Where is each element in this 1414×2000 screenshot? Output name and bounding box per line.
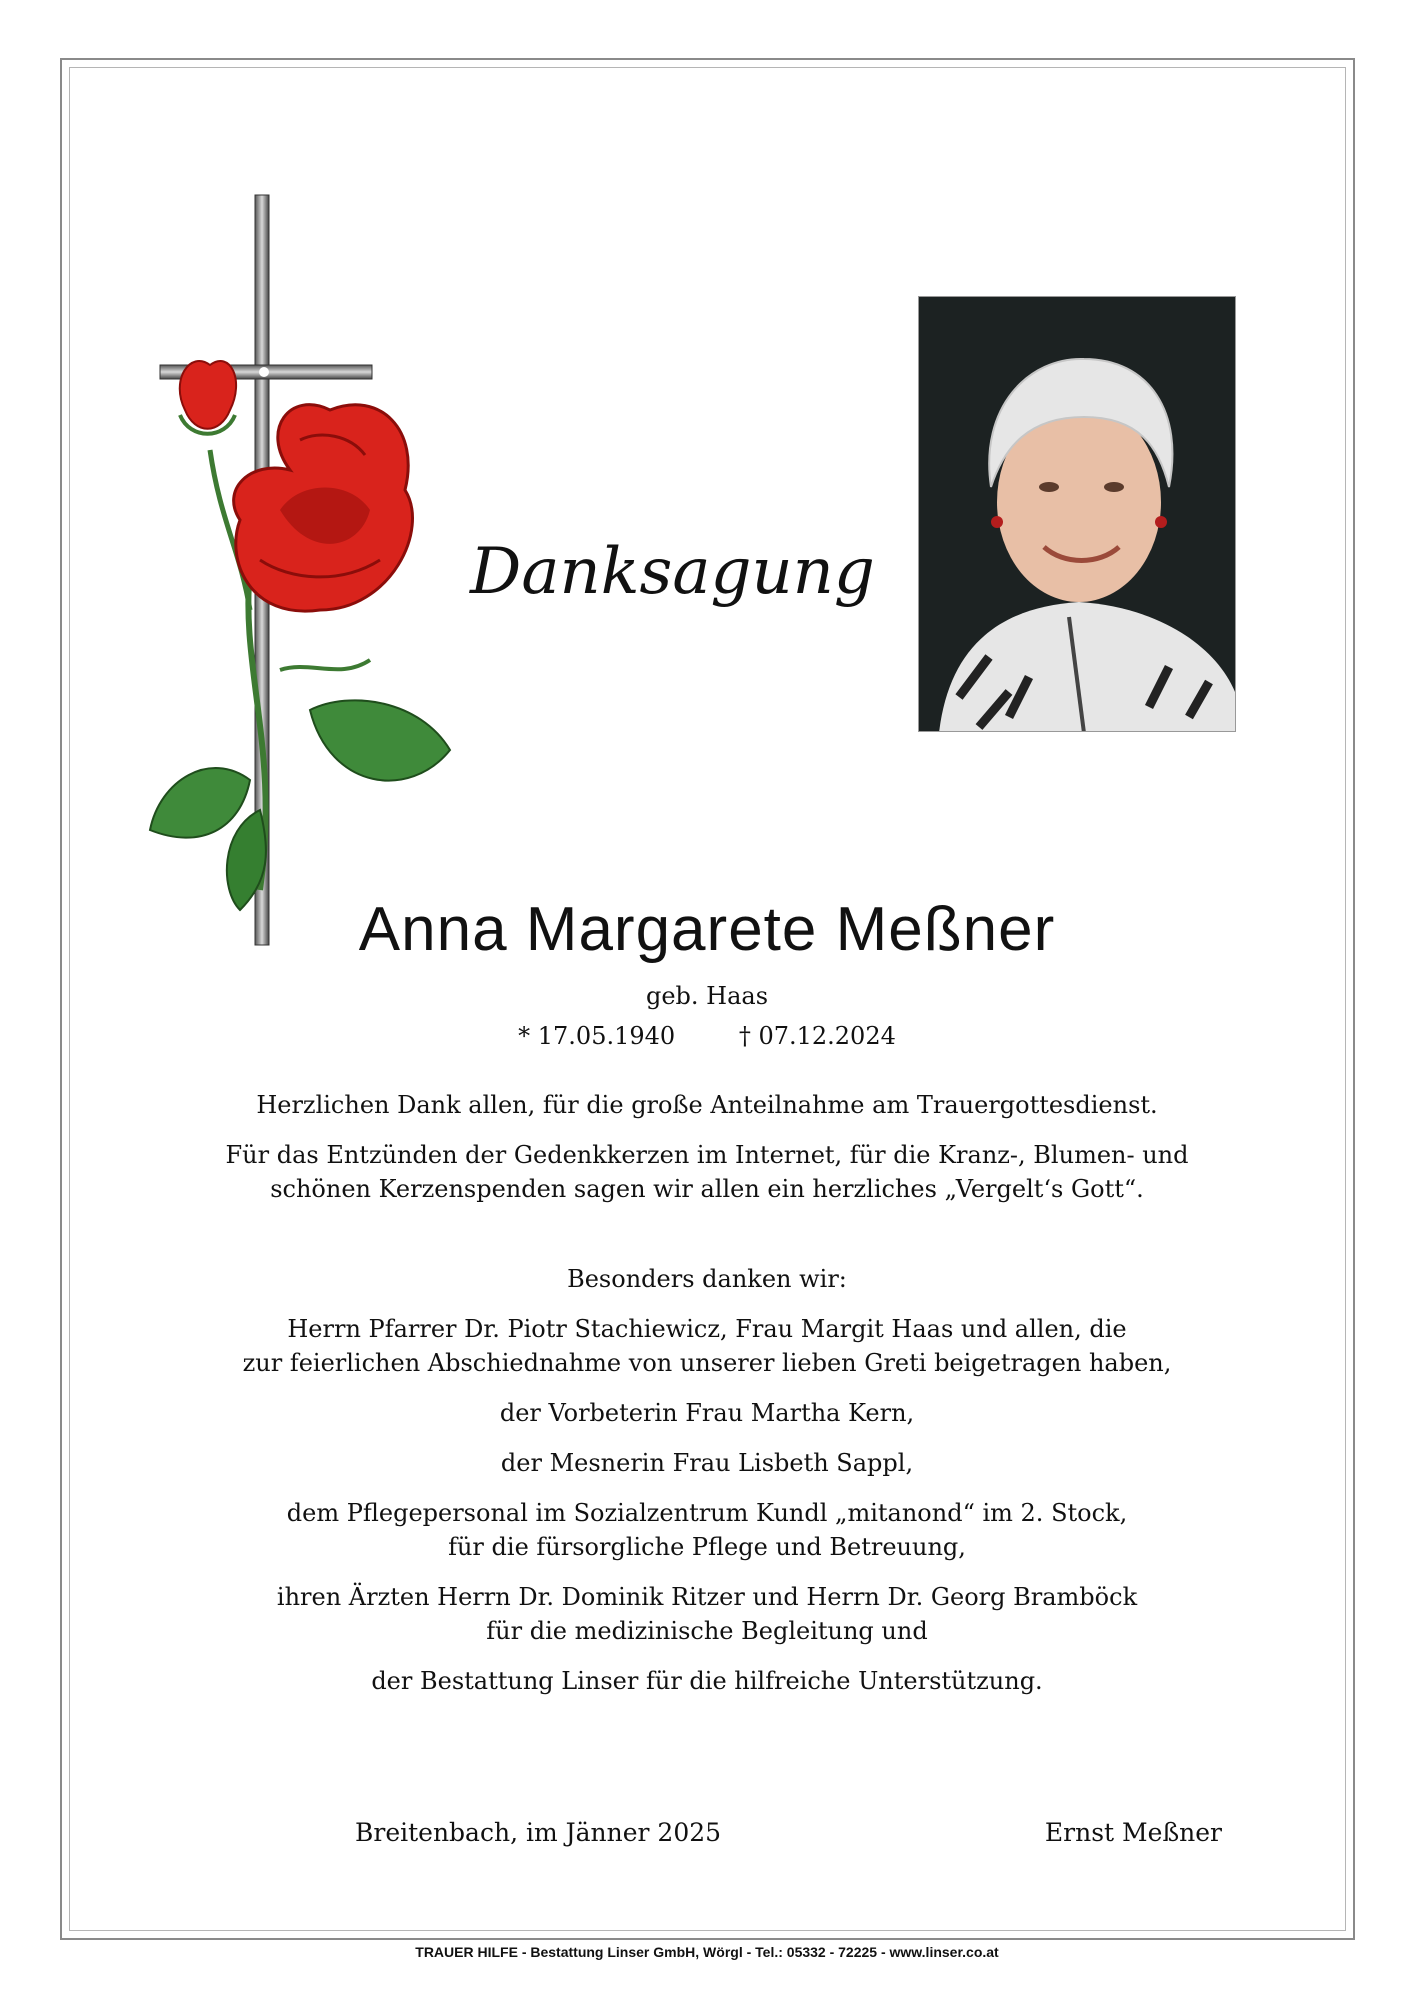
- birth-date: * 17.05.1940: [518, 1022, 676, 1050]
- death-date: † 07.12.2024: [738, 1022, 896, 1050]
- thanks-line: Für das Entzünden der Gedenkkerzen im Internet, für die Kranz-, Blumen- und: [225, 1141, 1189, 1169]
- special-thanks-heading: Besonders danken wir:: [567, 1265, 847, 1293]
- place-date: Breitenbach, im Jänner 2025: [355, 1818, 722, 1847]
- footer: TRAUER HILFE - Bestattung Linser GmbH, Wörgl - Tel.: 05332 - 72225 - www.linser.co.at: [415, 1944, 999, 1960]
- thanks-line: der Vorbeterin Frau Martha Kern,: [499, 1399, 915, 1427]
- cross-with-rose-icon: [130, 190, 470, 950]
- thanks-text: [200, 1088, 1214, 1698]
- deceased-name: Anna Margarete Meßner: [358, 895, 1056, 964]
- thanks-line: ihren Ärzten Herrn Dr. Dominik Ritzer und Herrn Dr. Georg Bramböck: [276, 1583, 1138, 1611]
- life-dates: [0, 1022, 1414, 1050]
- thanks-line: Herrn Pfarrer Dr. Piotr Stachiewicz, Frau Margit Haas und allen, die: [287, 1315, 1127, 1343]
- thanks-line: der Mesnerin Frau Lisbeth Sappl,: [500, 1449, 914, 1477]
- thanks-line: für die fürsorgliche Pflege und Betreuung,: [448, 1533, 966, 1561]
- thanks-line: zur feierlichen Abschiednahme von unserer lieben Greti beigetragen haben,: [242, 1349, 1172, 1377]
- thanks-line: Herzlichen Dank allen, für die große Anteilnahme am Trauergottesdienst.: [256, 1091, 1158, 1119]
- thanks-line: dem Pflegepersonal im Sozialzentrum Kundl „mitanond“ im 2. Stock,: [286, 1499, 1128, 1527]
- birth-name: geb. Haas: [645, 982, 769, 1010]
- thanks-line: für die medizinische Begleitung und: [486, 1617, 928, 1645]
- signature: Ernst Meßner: [1044, 1818, 1222, 1847]
- portrait-photo: [918, 296, 1236, 732]
- page-title: Danksagung: [470, 535, 875, 609]
- thanks-line: der Bestattung Linser für die hilfreiche Unterstützung.: [371, 1667, 1043, 1695]
- thanks-line: schönen Kerzenspenden sagen wir allen ein herzliches „Vergelt‘s Gott“.: [270, 1175, 1144, 1203]
